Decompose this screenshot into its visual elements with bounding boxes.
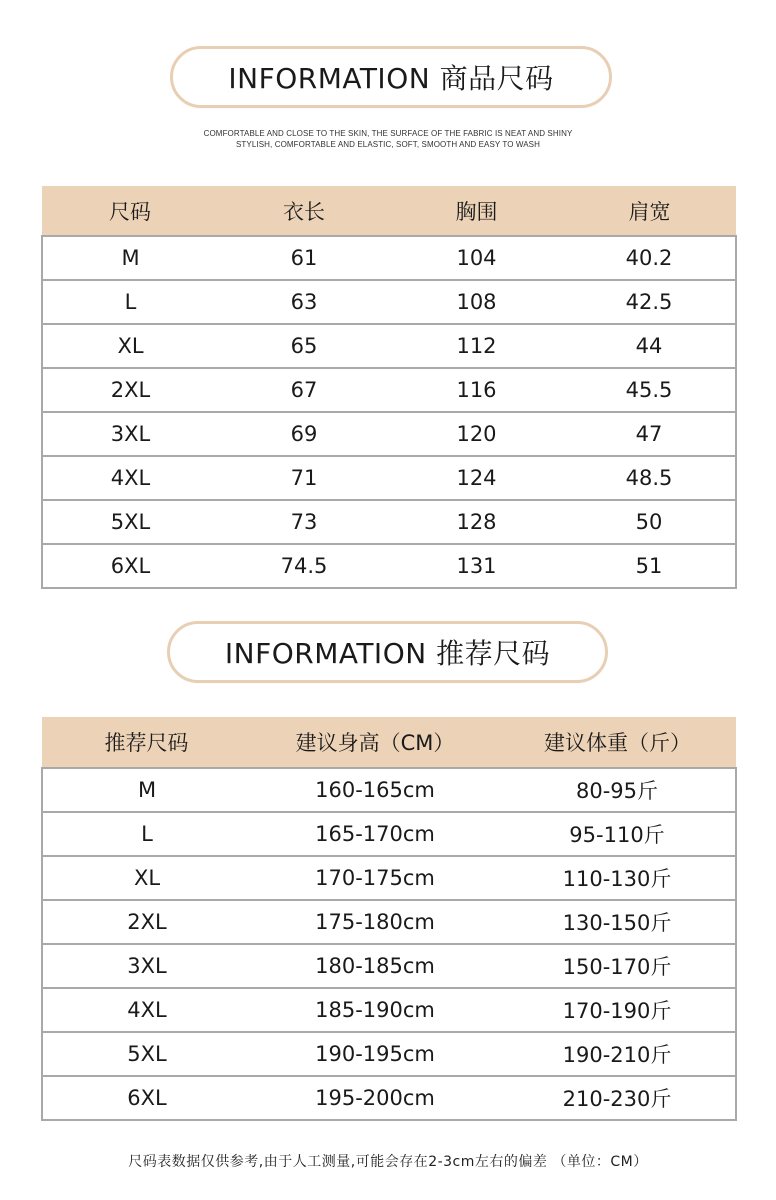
cell-shoulder: 50 (563, 500, 736, 544)
cell-height: 180-185cm (251, 944, 499, 988)
cell-chest: 120 (390, 412, 563, 456)
fabric-tagline (0, 128, 776, 150)
cell-chest: 124 (390, 456, 563, 500)
cell-length: 65 (218, 324, 390, 368)
header-chest: 胸围 (390, 186, 563, 236)
product-size-table (41, 186, 737, 589)
cell-chest: 104 (390, 236, 563, 280)
cell-height: 175-180cm (251, 900, 499, 944)
table-row (42, 412, 736, 456)
table-row (42, 324, 736, 368)
cell-shoulder: 51 (563, 544, 736, 588)
section-title-product-size: INFORMATION 商品尺码 (170, 46, 612, 108)
cell-size: 6XL (42, 544, 218, 588)
table-row (42, 280, 736, 324)
cell-height: 190-195cm (251, 1032, 499, 1076)
cell-height: 195-200cm (251, 1076, 499, 1120)
cell-shoulder: 45.5 (563, 368, 736, 412)
cell-weight: 170-190斤 (499, 988, 736, 1032)
cell-length: 63 (218, 280, 390, 324)
table-header-row (42, 186, 736, 236)
cell-weight: 130-150斤 (499, 900, 736, 944)
cell-shoulder: 44 (563, 324, 736, 368)
cell-size: 5XL (42, 500, 218, 544)
header-weight: 建议体重（斤） (499, 717, 736, 768)
cell-size: 4XL (42, 456, 218, 500)
table-header-row (42, 717, 736, 768)
cell-size: M (42, 768, 251, 812)
cell-chest: 128 (390, 500, 563, 544)
tagline-line-2: STYLISH, COMFORTABLE AND ELASTIC, SOFT, SMOOTH AND EASY TO WASH (236, 140, 540, 149)
header-height: 建议身高（CM） (251, 717, 499, 768)
table-row (42, 500, 736, 544)
cell-weight: 190-210斤 (499, 1032, 736, 1076)
cell-size: 6XL (42, 1076, 251, 1120)
cell-height: 185-190cm (251, 988, 499, 1032)
cell-chest: 131 (390, 544, 563, 588)
cell-size: 5XL (42, 1032, 251, 1076)
cell-length: 67 (218, 368, 390, 412)
cell-size: XL (42, 324, 218, 368)
table-row (42, 988, 736, 1032)
cell-size: 3XL (42, 944, 251, 988)
table-row (42, 368, 736, 412)
table-row (42, 812, 736, 856)
table-row (42, 1032, 736, 1076)
cell-weight: 210-230斤 (499, 1076, 736, 1120)
section-title-recommended-size: INFORMATION 推荐尺码 (167, 621, 608, 683)
cell-height: 165-170cm (251, 812, 499, 856)
cell-length: 73 (218, 500, 390, 544)
cell-length: 61 (218, 236, 390, 280)
cell-weight: 110-130斤 (499, 856, 736, 900)
cell-shoulder: 48.5 (563, 456, 736, 500)
cell-size: 2XL (42, 368, 218, 412)
cell-size: 2XL (42, 900, 251, 944)
header-recommended-size: 推荐尺码 (42, 717, 251, 768)
cell-weight: 150-170斤 (499, 944, 736, 988)
cell-shoulder: 40.2 (563, 236, 736, 280)
header-shoulder: 肩宽 (563, 186, 736, 236)
tagline-line-1: COMFORTABLE AND CLOSE TO THE SKIN, THE SURFACE OF THE FABRIC IS NEAT AND SHINY (203, 129, 573, 138)
cell-size: L (42, 280, 218, 324)
table-row (42, 1076, 736, 1120)
recommended-size-table (41, 717, 737, 1121)
cell-weight: 80-95斤 (499, 768, 736, 812)
table-row (42, 944, 736, 988)
header-length: 衣长 (218, 186, 390, 236)
table-row (42, 544, 736, 588)
cell-shoulder: 47 (563, 412, 736, 456)
table-row (42, 456, 736, 500)
table-row (42, 768, 736, 812)
cell-size: L (42, 812, 251, 856)
cell-length: 71 (218, 456, 390, 500)
cell-shoulder: 42.5 (563, 280, 736, 324)
table-row (42, 856, 736, 900)
header-size: 尺码 (42, 186, 218, 236)
cell-size: XL (42, 856, 251, 900)
cell-size: M (42, 236, 218, 280)
table-row (42, 900, 736, 944)
cell-chest: 116 (390, 368, 563, 412)
cell-height: 170-175cm (251, 856, 499, 900)
cell-height: 160-165cm (251, 768, 499, 812)
cell-weight: 95-110斤 (499, 812, 736, 856)
cell-size: 3XL (42, 412, 218, 456)
cell-chest: 112 (390, 324, 563, 368)
cell-length: 74.5 (218, 544, 390, 588)
cell-size: 4XL (42, 988, 251, 1032)
table-row (42, 236, 736, 280)
cell-length: 69 (218, 412, 390, 456)
cell-chest: 108 (390, 280, 563, 324)
measurement-footnote: 尺码表数据仅供参考,由于人工测量,可能会存在2-3cm左右的偏差 （单位：CM） (128, 1154, 648, 1170)
